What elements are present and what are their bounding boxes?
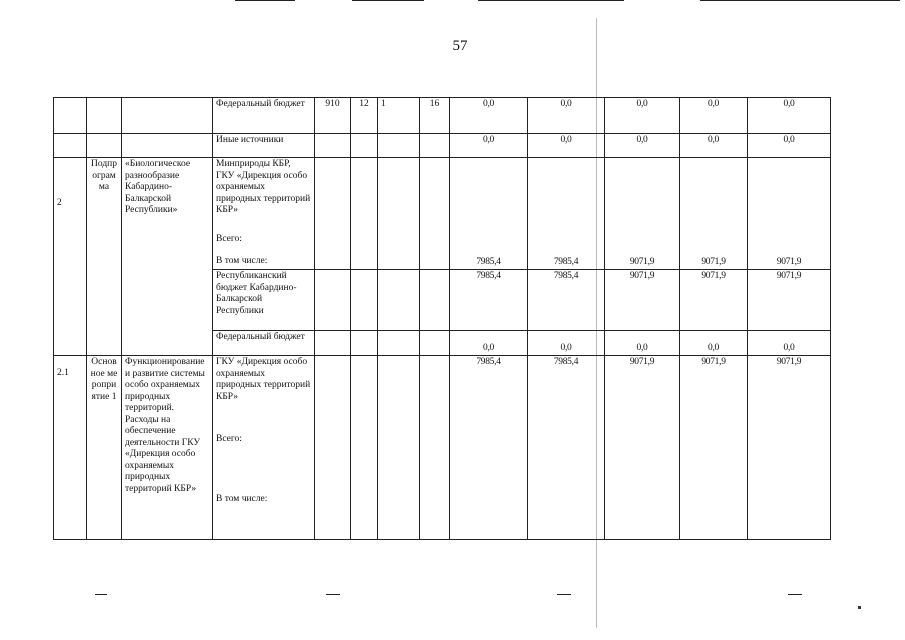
value-cell: 9071,9 [680, 158, 748, 270]
table-row [54, 134, 831, 158]
value-cell: 7985,4 [528, 270, 605, 331]
value-cell: 7985,4 [450, 270, 528, 331]
value-cell: 9071,9 [605, 158, 680, 270]
name-cell: «Биологическое разнообразие Кабардино-Балкарской Республики» [122, 158, 213, 356]
value-cell: 7985,4 [450, 356, 528, 540]
page-number: 57 [452, 38, 468, 54]
source-cell: Федеральный бюджет [213, 331, 315, 356]
scan-line-bottom-1 [95, 594, 107, 595]
value-cell: 0,0 [680, 98, 748, 134]
value-cell: 0,0 [605, 98, 680, 134]
name-cell: Функционирование и развитие системы особо охраняемых природных территорий. Расходы на обеспечение деятельности ГКУ «Дирекция особо охраняемых природных территорий КБР» [122, 356, 213, 540]
value-cell: 7985,4 [528, 158, 605, 270]
scan-dot [858, 606, 861, 609]
budget-table [53, 97, 831, 540]
value-cell: 0,0 [450, 98, 528, 134]
value-cell: 9071,9 [605, 270, 680, 331]
value-cell: 0,0 [680, 331, 748, 356]
table-row [54, 356, 831, 540]
table-row [54, 158, 831, 270]
value-cell: 0,0 [450, 331, 528, 356]
executor-text: ГКУ «Дирекция особо охраняемых природных территорий КБР» [216, 357, 311, 402]
value-cell: 9071,9 [748, 158, 831, 270]
grbs-cell: 910 [315, 98, 351, 134]
value-cell: 0,0 [605, 134, 680, 158]
scan-line-bottom-3 [557, 594, 571, 595]
executor-cell [213, 356, 315, 540]
source-cell: Федеральный бюджет [213, 98, 315, 134]
value-cell: 0,0 [450, 134, 528, 158]
total-label: Всего: [216, 434, 242, 444]
value-cell: 0,0 [680, 134, 748, 158]
row-number-cell: 2.1 [54, 356, 87, 540]
table-row [54, 98, 831, 134]
scan-line-top-2 [352, 0, 424, 1]
value-cell: 0,0 [748, 98, 831, 134]
value-cell: 9071,9 [748, 356, 831, 540]
value-cell: 0,0 [605, 331, 680, 356]
row-number-cell: 2 [54, 158, 87, 356]
value-cell: 0,0 [528, 98, 605, 134]
executor-text: Минприроды КБР, ГКУ «Дирекция особо охраняемых природных территорий КБР» [216, 159, 311, 215]
total-label: Всего: [216, 234, 242, 244]
status-cell: Основное мероприятие 1 [87, 356, 122, 540]
pr-cell: 1 [378, 98, 420, 134]
value-cell: 9071,9 [680, 356, 748, 540]
value-cell: 9071,9 [680, 270, 748, 331]
scan-line-bottom-2 [326, 594, 340, 595]
scan-line-top-4 [700, 0, 900, 1]
value-cell: 0,0 [528, 134, 605, 158]
value-cell: 0,0 [748, 331, 831, 356]
value-cell: 9071,9 [605, 356, 680, 540]
value-cell: 0,0 [748, 134, 831, 158]
including-label: В том числе: [216, 494, 268, 504]
value-cell: 7985,4 [528, 356, 605, 540]
value-cell: 0,0 [528, 331, 605, 356]
csr-cell: 16 [420, 98, 450, 134]
source-cell: Республиканский бюджет Кабардино-Балкарской Республики [213, 270, 315, 331]
executor-cell [213, 158, 315, 270]
value-cell: 9071,9 [748, 270, 831, 331]
scan-line-bottom-4 [788, 594, 802, 595]
scan-line-top-3 [478, 0, 624, 1]
scan-line-top-1 [235, 0, 295, 1]
including-label: В том числе: [216, 256, 268, 266]
rz-cell: 12 [351, 98, 378, 134]
source-cell: Иные источники [213, 134, 315, 158]
status-cell: Подпрограмма [87, 158, 122, 356]
value-cell: 7985,4 [450, 158, 528, 270]
